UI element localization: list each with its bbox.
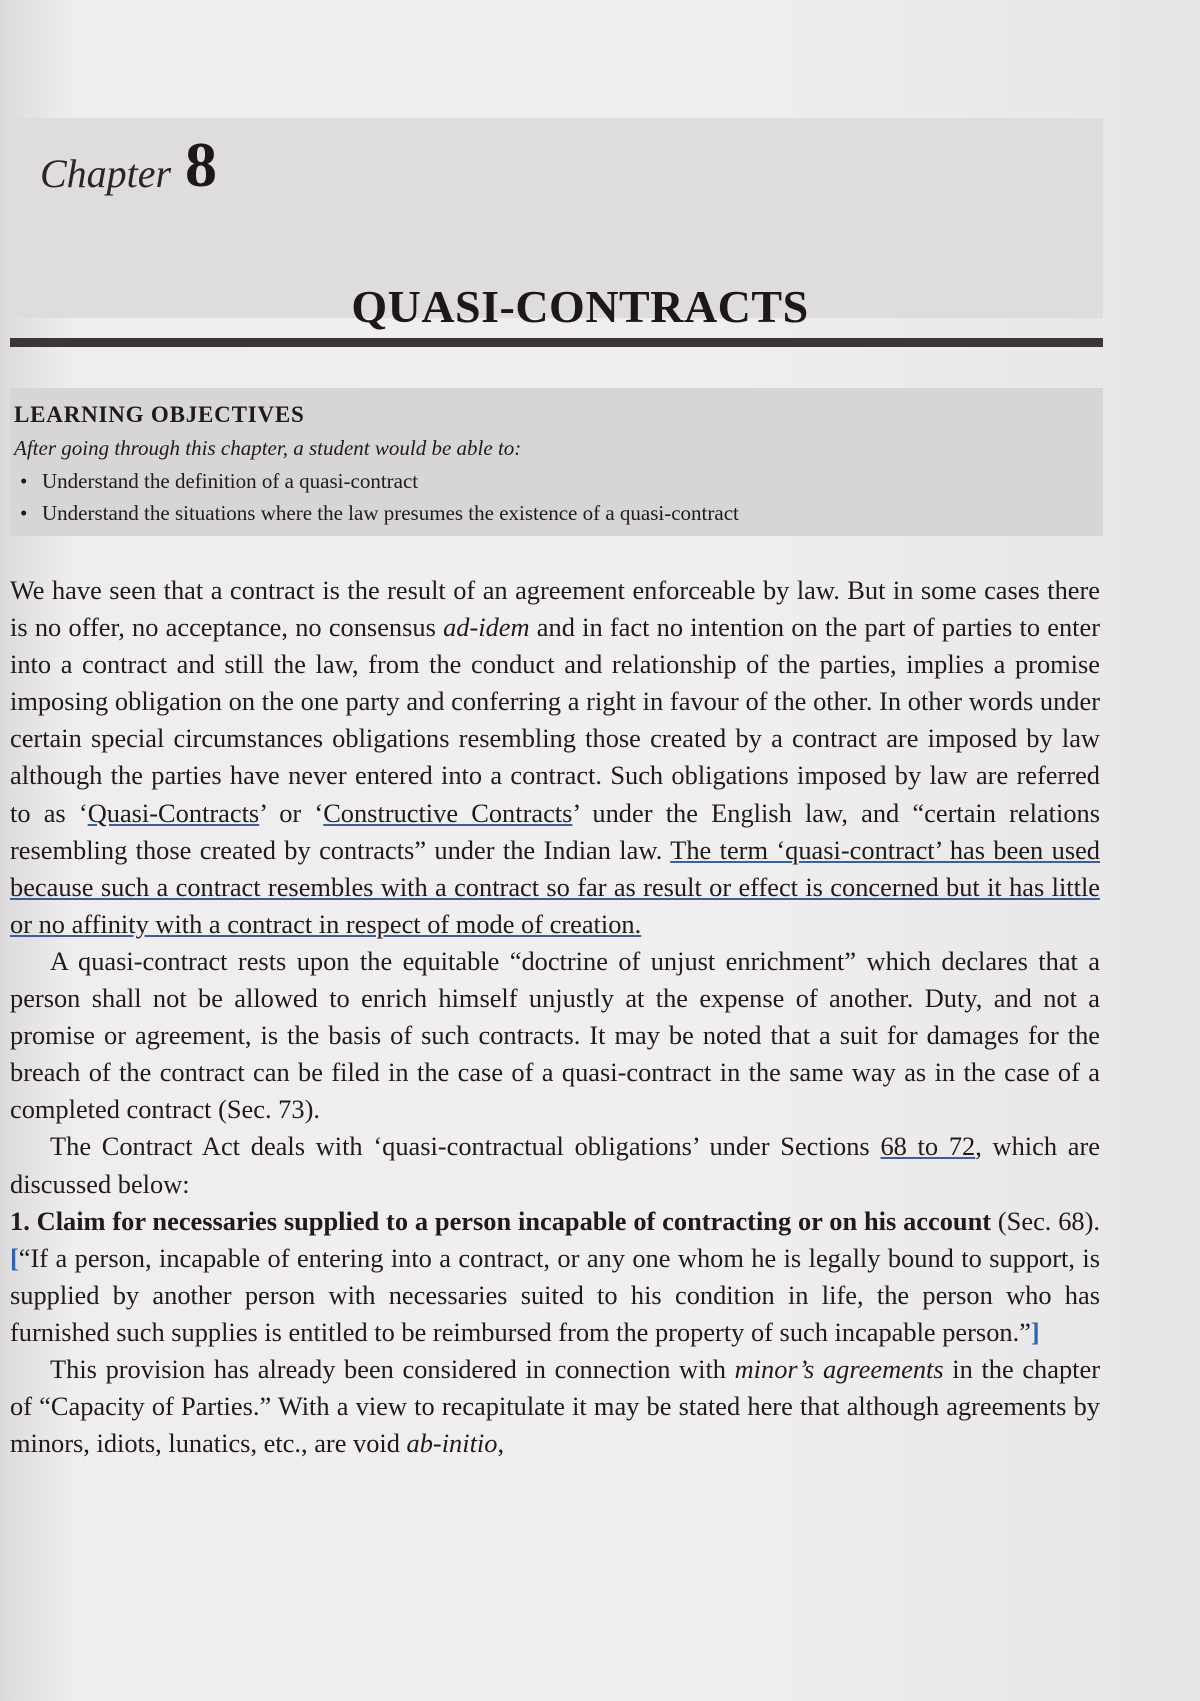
objective-item: • Understand the situations where the law presumes the existence of a quasi-contract bbox=[42, 497, 1103, 529]
paragraph-section-68: 1. Claim for necessaries supplied to a person incapable of contracting or on his account (Sec. 68). [“If a person, incapable of entering into a contract, or any one whom he is legally bound to support, is supplied by another person with necessaries suited to his condition in life, the person who has furnished such supplies is entitled to be reimbursed from the property of such incapable person.”] bbox=[10, 1205, 1100, 1347]
paragraph-unjust-enrichment: A quasi-contract rests upon the equitable “doctrine of unjust enrichment” which declares that a person shall not be allowed to enrich himself unjustly at the expense of another. Duty, and not a promise or agreement, is the basis of such contracts. It may be noted that a suit for damages for the breach of the contract can be filed in the case of a quasi-contract in the same way as in the case of a completed contract (Sec. 73). bbox=[10, 945, 1100, 1125]
chapter-body bbox=[10, 572, 1100, 1462]
title-rule bbox=[10, 338, 1103, 347]
objectives-list bbox=[14, 465, 1103, 529]
underlined-constructive-contracts: Constructive Contracts bbox=[323, 797, 573, 828]
chapter-label: Chapter bbox=[40, 151, 172, 196]
objectives-heading: LEARNING OBJECTIVES bbox=[14, 402, 305, 427]
underlined-quasi-contracts: Quasi-Contracts bbox=[87, 797, 260, 828]
objectives-intro: After going through this chapter, a student would be able to: bbox=[14, 436, 522, 460]
annotation-bracket-open: [ bbox=[10, 1242, 19, 1273]
learning-objectives-box bbox=[10, 388, 1103, 536]
annotation-bracket-close: ] bbox=[1030, 1316, 1040, 1347]
objective-item: • Understand the definition of a quasi-contract bbox=[42, 465, 1103, 497]
paragraph-intro: We have seen that a contract is the result of an agreement enforceable by law. But in some cases there is no offer, no acceptance, no consensus ad-idem and in fact no intention on the part of parties to enter into a contract and still the law, from the conduct and relationship of the parties, implies a promise imposing obligation on the one party and conferring a right in favour of the other. In other words under certain special circumstances obligations resembling those created by a contract are imposed by law although the parties have never entered into a contract. Such obligations imposed by law are referred to as ‘Quasi-Contracts’ or ‘Constructive Contracts’ under the English law, and “certain relations resembling those created by contracts” under the Indian law. The term ‘quasi-contract’ has been used because such a contract resembles with a contract so far as result or effect is concerned but it has little or no affinity with a contract in respect of mode of creation. bbox=[10, 575, 1100, 939]
section-heading: 1. Claim for necessaries supplied to a person incapable of contracting or on his account bbox=[10, 1205, 992, 1236]
chapter-title: QUASI-CONTRACTS bbox=[351, 281, 809, 332]
underlined-definition: The term ‘quasi-contract’ has been used because such a contract resembles with a contract so far as result or effect is concerned but it has little or no affinity with a contract in respect of mode of creation. bbox=[10, 834, 1100, 939]
underlined-sections: 68 to 72 bbox=[880, 1131, 976, 1162]
paragraph-minors: This provision has already been considered in connection with minor’s agreements in the chapter of “Capacity of Parties.” With a view to recapitulate it may be stated here that although agreements by minors, idiots, lunatics, etc., are void ab-initio, bbox=[10, 1353, 1100, 1459]
chapter-number: 8 bbox=[185, 129, 217, 200]
paragraph-sections: The Contract Act deals with ‘quasi-contractual obligations’ under Sections 68 to 72, which are discussed below: bbox=[10, 1131, 1100, 1199]
